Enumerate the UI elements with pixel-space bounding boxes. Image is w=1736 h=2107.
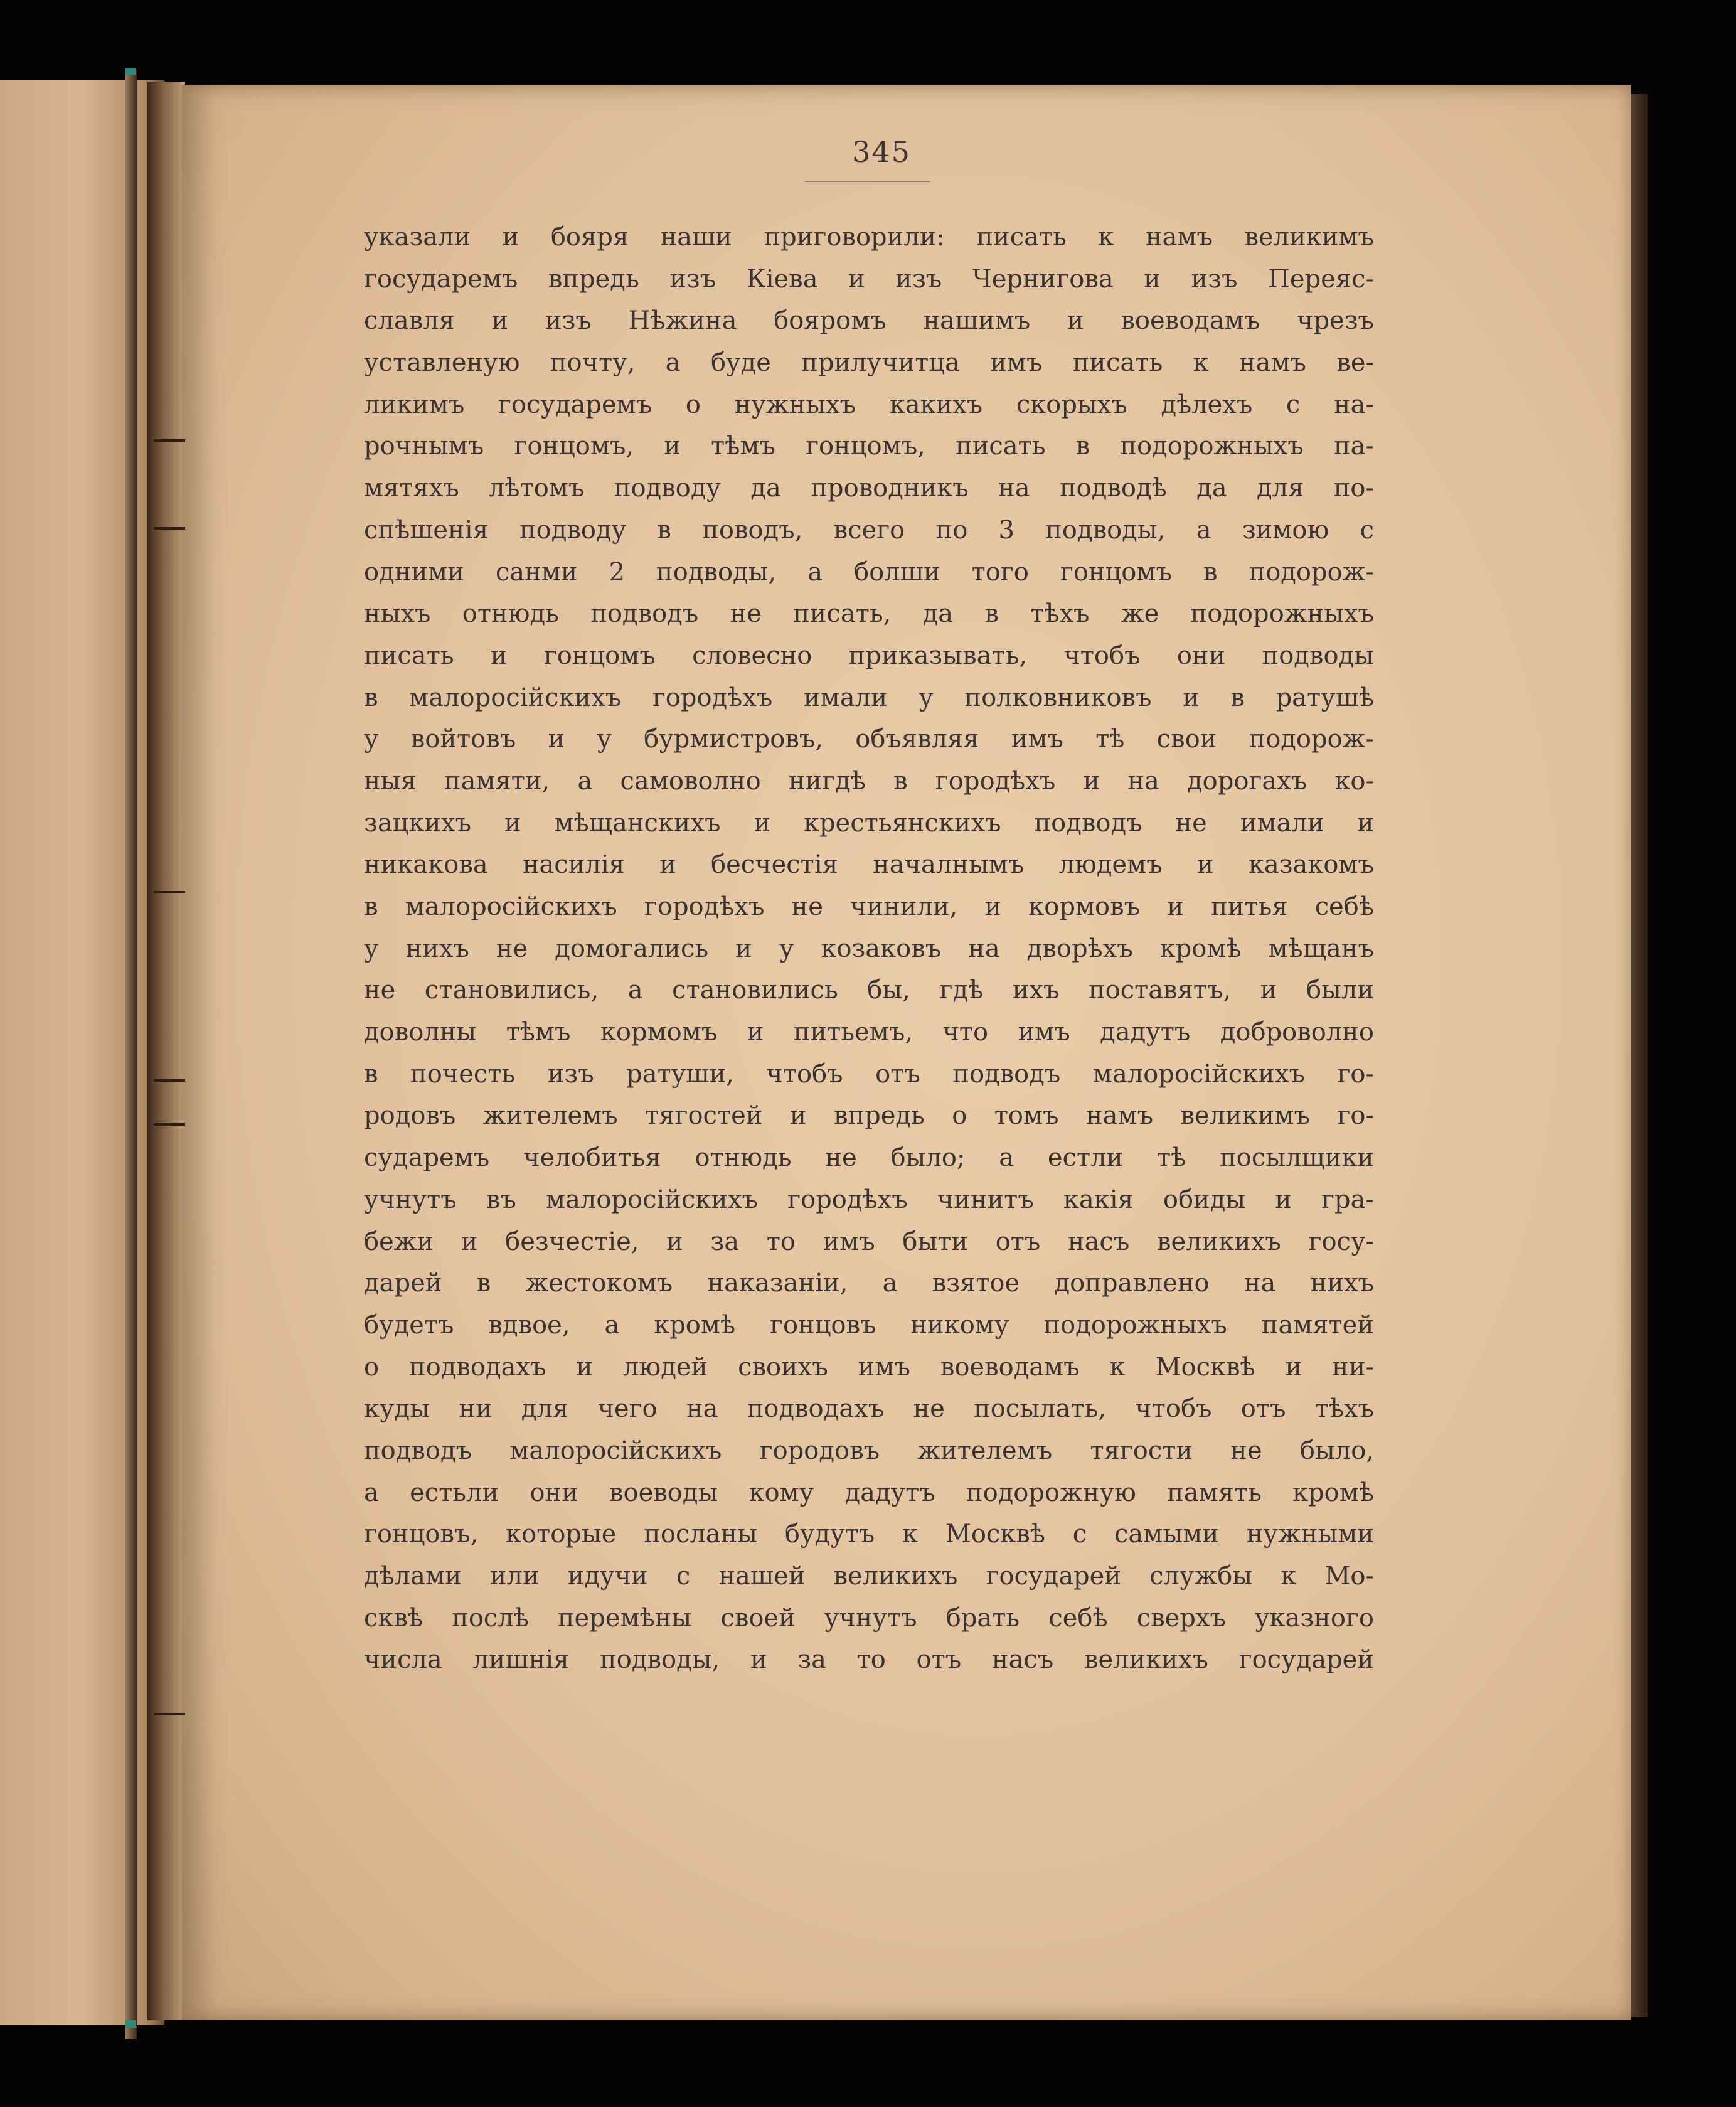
- left-page-edge: [0, 80, 164, 2025]
- gutter-notch: [154, 439, 185, 442]
- book-gutter: [147, 82, 185, 2020]
- binding-thread-top: [125, 68, 136, 75]
- text-line: дѣлами или идучи с нашей великихъ государей службы к Мо-: [364, 1562, 1374, 1591]
- text-line: ликимъ государемъ о нужныхъ какихъ скорыхъ дѣлехъ с на-: [364, 390, 1374, 419]
- text-line: рочнымъ гонцомъ, и тѣмъ гонцомъ, писать в подорожныхъ па-: [364, 432, 1374, 461]
- page-number: 345: [852, 135, 911, 169]
- gutter-notch: [154, 1713, 185, 1715]
- text-line: ныхъ отнюдь подводъ не писать, да в тѣхъ же подорожныхъ: [364, 599, 1374, 629]
- gutter-notch: [154, 891, 185, 893]
- text-line: куды ни для чего на подводахъ не посылать, чтобъ отъ тѣхъ: [364, 1394, 1374, 1424]
- text-line: а естьли они воеводы кому дадутъ подорожную память кромѣ: [364, 1478, 1374, 1507]
- text-line: у нихъ не домогались и у козаковъ на дворѣхъ кромѣ мѣщанъ: [364, 934, 1374, 963]
- text-line: сквѣ послѣ перемѣны своей учнутъ брать себѣ сверхъ указного: [364, 1603, 1374, 1633]
- gutter-notch: [154, 1123, 185, 1126]
- text-line: будетъ вдвое, а кромѣ гонцовъ никому подорожныхъ памятей: [364, 1310, 1374, 1340]
- text-line: одними санми 2 подводы, а болши того гонцомъ в подорож-: [364, 557, 1374, 587]
- text-line: в малоросійскихъ городѣхъ не чинили, и кормовъ и питья себѣ: [364, 892, 1374, 921]
- text-line: уставленую почту, а буде прилучитца имъ писать к намъ ве-: [364, 348, 1374, 378]
- text-line: ныя памяти, а самоволно нигдѣ в городѣхъ и на дорогахъ ко-: [364, 766, 1374, 796]
- text-line: писать и гонцомъ словесно приказывать, чтобъ они подводы: [364, 641, 1374, 670]
- binding-edge: [125, 69, 137, 2039]
- text-line: спѣшенія подводу в поводъ, всего по 3 подводы, а зимою с: [364, 515, 1374, 545]
- text-line: числа лишнія подводы, и за то отъ насъ великихъ государей: [364, 1645, 1374, 1675]
- text-line: зацкихъ и мѣщанскихъ и крестьянскихъ подводъ не имали и: [364, 808, 1374, 838]
- text-line: о подводахъ и людей своихъ имъ воеводамъ к Москвѣ и ни-: [364, 1352, 1374, 1382]
- text-line: указали и бояря наши приговорили: писать к намъ великимъ: [364, 223, 1374, 252]
- text-line: в малоросійскихъ городѣхъ имали у полковниковъ и в ратушѣ: [364, 683, 1374, 712]
- text-line: мятяхъ лѣтомъ подводу да проводникъ на подводѣ да для по-: [364, 474, 1374, 503]
- text-line: славля и изъ Нѣжина бояромъ нашимъ и воеводамъ чрезъ: [364, 306, 1374, 336]
- text-line: доволны тѣмъ кормомъ и питьемъ, что имъ дадутъ доброволно: [364, 1018, 1374, 1047]
- page-number-rule: [805, 181, 930, 182]
- text-line: не становились, а становились бы, гдѣ ихъ поставятъ, и были: [364, 976, 1374, 1005]
- text-line: у войтовъ и у бурмистровъ, объявляя имъ тѣ свои подорож-: [364, 725, 1374, 754]
- gutter-notch: [154, 527, 185, 530]
- text-line: сударемъ челобитья отнюдь не было; а естли тѣ посылщики: [364, 1143, 1374, 1173]
- body-text: [364, 216, 1374, 1681]
- text-line: бежи и безчестіе, и за то имъ быти отъ насъ великихъ госу-: [364, 1227, 1374, 1256]
- text-line: в почесть изъ ратуши, чтобъ отъ подводъ малоросійскихъ го-: [364, 1059, 1374, 1089]
- text-line: гонцовъ, которые посланы будутъ к Москвѣ с самыми нужными: [364, 1520, 1374, 1549]
- text-line: государемъ впредь изъ Кіева и изъ Чернигова и изъ Переяс-: [364, 264, 1374, 294]
- text-line: учнутъ въ малоросійскихъ городѣхъ чинитъ какія обиды и гра-: [364, 1185, 1374, 1214]
- text-line: подводъ малоросійскихъ городовъ жителемъ тягости не было,: [364, 1436, 1374, 1465]
- gutter-notch: [154, 1079, 185, 1082]
- binding-thread-bottom: [125, 2020, 136, 2028]
- right-cover-edge: [1629, 94, 1648, 2017]
- text-line: никакова насилія и бесчестія началнымъ людемъ и казакомъ: [364, 850, 1374, 880]
- text-line: дарей в жестокомъ наказаніи, а взятое доправлено на нихъ: [364, 1269, 1374, 1298]
- text-line: родовъ жителемъ тягостей и впредь о томъ намъ великимъ го-: [364, 1101, 1374, 1131]
